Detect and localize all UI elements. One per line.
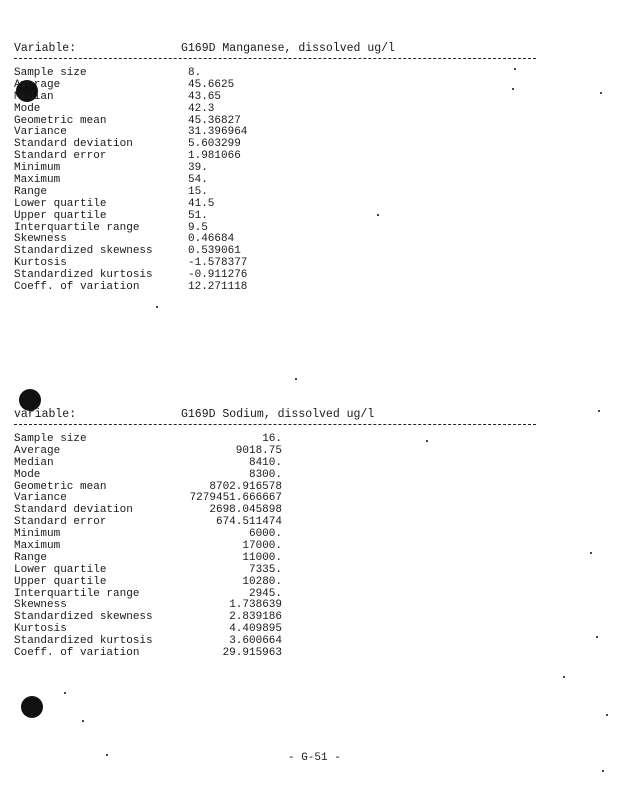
stat-row	[14, 504, 544, 516]
variable-header	[14, 408, 544, 422]
stat-label: Kurtosis	[14, 623, 67, 636]
stat-row	[14, 611, 544, 623]
stat-row	[14, 457, 544, 469]
stat-value: 7335.	[248, 563, 282, 576]
stat-row	[14, 115, 544, 127]
stat-label: Kurtosis	[14, 257, 67, 270]
stat-row	[14, 233, 544, 245]
stat-value: 15.	[188, 185, 208, 198]
stat-value: 17000.	[242, 540, 282, 553]
stat-row	[14, 445, 544, 457]
stat-row	[14, 210, 544, 222]
stat-row	[14, 269, 544, 281]
stat-value: 6000.	[248, 528, 282, 541]
stat-value: 0.46684	[188, 233, 235, 246]
stat-label: Skewness	[14, 599, 67, 612]
stat-label: Standard deviation	[14, 138, 133, 151]
stat-label: Geometric mean	[14, 480, 107, 493]
stat-row	[14, 126, 544, 138]
stat-row	[14, 162, 544, 174]
stat-row	[14, 138, 544, 150]
stat-label: Minimum	[14, 162, 61, 175]
stat-label: Standardized kurtosis	[14, 635, 153, 648]
stat-label: Sample size	[14, 433, 87, 445]
stat-row	[14, 91, 544, 103]
stat-value: 51.	[188, 209, 208, 222]
variable-header	[14, 42, 544, 56]
stat-row	[14, 67, 544, 79]
stat-row	[14, 79, 544, 91]
stat-value: -0.911276	[188, 269, 248, 282]
variable-label: variable:	[14, 408, 77, 421]
stat-value: 43.65	[188, 90, 222, 103]
stat-label: Average	[14, 444, 61, 457]
stat-value: 42.3	[188, 102, 215, 115]
stat-label: Variance	[14, 492, 67, 505]
stat-label: Skewness	[14, 233, 67, 246]
stat-row	[14, 492, 544, 504]
scan-speck	[600, 92, 602, 94]
stat-label: Upper quartile	[14, 575, 107, 588]
scan-speck	[596, 636, 598, 638]
stat-label: Coeff. of variation	[14, 281, 140, 294]
stat-row	[14, 528, 544, 540]
stat-value: 29.915963	[222, 647, 282, 660]
stat-label: Standardized skewness	[14, 245, 153, 258]
scan-speck	[590, 552, 592, 554]
stat-value: 31.396964	[188, 126, 248, 139]
stats-list	[14, 67, 544, 293]
stat-value: 3.600664	[229, 635, 282, 648]
scan-speck	[598, 410, 600, 412]
stat-value: 10280.	[242, 575, 282, 588]
stat-value: 8702.916578	[209, 480, 282, 493]
stat-value: 674.511474	[215, 516, 282, 529]
scan-speck	[64, 692, 66, 694]
stat-row	[14, 635, 544, 647]
stat-row	[14, 576, 544, 588]
stats-list	[14, 433, 544, 659]
dashed-divider	[14, 58, 536, 59]
stat-value: 2698.045898	[209, 504, 282, 517]
stats-block-manganese	[14, 42, 544, 293]
scan-speck	[295, 378, 297, 380]
punch-hole-mark	[21, 696, 43, 718]
scan-speck	[563, 676, 565, 678]
stat-row	[14, 552, 544, 564]
stat-value: 2945.	[248, 587, 282, 600]
stat-label: Mode	[14, 102, 41, 115]
stat-row	[14, 433, 544, 445]
stat-label: Range	[14, 185, 48, 198]
stat-row	[14, 469, 544, 481]
stats-block-sodium	[14, 408, 544, 659]
stat-value: 45.36827	[188, 114, 241, 127]
scan-speck	[156, 306, 158, 308]
stat-label: Mode	[14, 468, 41, 481]
stat-label: Coeff. of variation	[14, 647, 140, 660]
stat-value: 11000.	[242, 551, 282, 564]
stat-row	[14, 222, 544, 234]
scan-speck	[602, 770, 604, 772]
stat-row	[14, 198, 544, 210]
stat-label: Standardized kurtosis	[14, 269, 153, 282]
stat-row	[14, 623, 544, 635]
stat-value: 8410.	[248, 456, 282, 469]
stat-value: 8300.	[248, 468, 282, 481]
page-number: - G-51 -	[288, 752, 341, 764]
stat-label: Maximum	[14, 174, 61, 187]
stat-value: 2.839186	[229, 611, 282, 624]
stat-label: Standardized skewness	[14, 611, 153, 624]
stat-label: Geometric mean	[14, 114, 107, 127]
stat-label: Standard deviation	[14, 504, 133, 517]
stat-row	[14, 481, 544, 493]
stat-row	[14, 174, 544, 186]
stat-label: Median	[14, 90, 54, 103]
stat-label: Range	[14, 551, 48, 564]
stat-row	[14, 647, 544, 659]
stat-value: 4.409895	[229, 623, 282, 636]
stat-label: Minimum	[14, 528, 61, 541]
stat-value: -1.578377	[188, 257, 248, 270]
stat-label: Maximum	[14, 540, 61, 553]
stat-value: 39.	[188, 162, 208, 175]
variable-name: G169D Sodium, dissolved ug/l	[181, 408, 375, 421]
stat-label: Sample size	[14, 67, 87, 79]
stat-label: Interquartile range	[14, 587, 140, 600]
stat-label: Median	[14, 456, 54, 469]
stat-label: Interquartile range	[14, 221, 140, 234]
stat-row	[14, 186, 544, 198]
stat-row	[14, 257, 544, 269]
stat-value: 5.603299	[188, 138, 241, 151]
stat-label: Lower quartile	[14, 563, 107, 576]
variable-label: Variable:	[14, 42, 77, 55]
scan-speck	[106, 754, 108, 756]
stat-value: 16.	[262, 433, 282, 445]
scan-speck	[82, 720, 84, 722]
stat-row	[14, 540, 544, 552]
stat-row	[14, 150, 544, 162]
stat-value: 7279451.666667	[189, 492, 282, 505]
stat-label: Variance	[14, 126, 67, 139]
stat-label: Average	[14, 78, 61, 91]
variable-name: G169D Manganese, dissolved ug/l	[181, 42, 395, 55]
stat-label: Standard error	[14, 516, 107, 529]
dashed-divider	[14, 424, 536, 425]
stat-row	[14, 564, 544, 576]
stat-row	[14, 516, 544, 528]
stat-label: Standard error	[14, 150, 107, 163]
scan-speck	[606, 714, 608, 716]
stat-label: Upper quartile	[14, 209, 107, 222]
stat-value: 9018.75	[235, 444, 282, 457]
stat-value: 45.6625	[188, 78, 235, 91]
stat-row	[14, 281, 544, 293]
stat-value: 12.271118	[188, 281, 248, 294]
stat-value: 0.539061	[188, 245, 241, 258]
stat-value: 8.	[188, 67, 202, 79]
stat-row	[14, 103, 544, 115]
stat-label: Lower quartile	[14, 197, 107, 210]
stat-value: 54.	[188, 174, 208, 187]
stat-row	[14, 588, 544, 600]
stat-value: 1.738639	[229, 599, 282, 612]
stat-value: 41.5	[188, 197, 215, 210]
stat-value: 9.5	[188, 221, 208, 234]
stat-row	[14, 245, 544, 257]
stat-row	[14, 599, 544, 611]
stat-value: 1.981066	[188, 150, 241, 163]
